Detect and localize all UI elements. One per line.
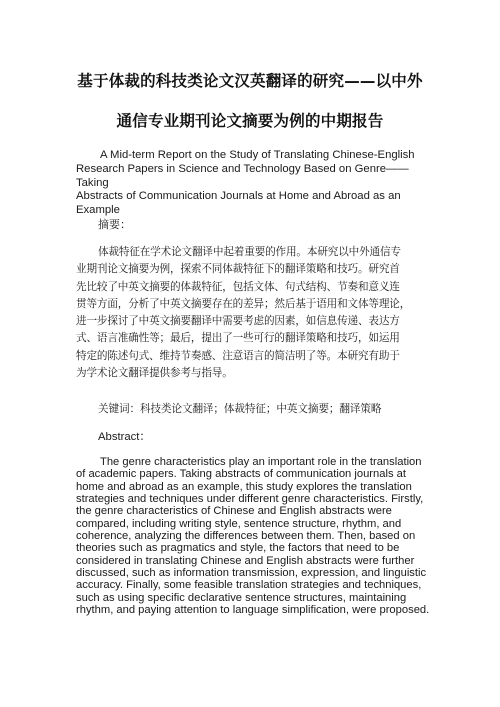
chinese-abstract-line: 式、语言准确性等；最后，提出了一些可行的翻译策略和技巧，如运用 <box>76 332 400 345</box>
english-abstract-line: the genre characteristics of Chinese and English abstracts were <box>76 505 392 518</box>
english-abstract-line: coherence, analyzing the differences between them. Then, based on <box>76 530 416 543</box>
english-abstract-line: theories such as pragmatics and style, the factors that need to be <box>76 542 400 555</box>
document-title-line-1: 基于体裁的科技类论文汉英翻译的研究——以中外 <box>77 72 423 90</box>
english-abstract-label: Abstract： <box>98 431 151 443</box>
english-title-line: Research Papers in Science and Technology Based on Genre——Taking <box>76 162 409 189</box>
english-abstract-line: strategies and techniques under different genre characteristics. Firstly, <box>76 493 424 506</box>
english-title <box>76 149 436 218</box>
chinese-abstract-label: 摘要： <box>98 218 131 231</box>
english-abstract-line: accuracy. Finally, some feasible translation strategies and techniques, <box>76 579 422 592</box>
document-title-line-2: 通信专业期刊论文摘要为例的中期报告 <box>116 112 384 130</box>
chinese-keywords: 关键词：科技类论文翻译；体裁特征；中英文摘要；翻译策略 <box>98 403 382 415</box>
english-abstract-line: The genre characteristics play an important role in the translation <box>100 456 422 468</box>
chinese-abstract-line: 为学术论文翻译提供参考与指导。 <box>76 367 233 380</box>
english-abstract-line: considered in translating Chinese and English abstracts were further <box>76 554 415 567</box>
chinese-abstract-line: 先比较了中英文摘要的体裁特征，包括文体、句式结构、节奏和意义连 <box>76 280 400 293</box>
english-abstract-line: home and abroad as an example, this study explores the translation <box>76 480 412 493</box>
english-abstract-body <box>76 456 436 616</box>
english-abstract-line: of academic papers. Taking abstracts of communication journals at <box>76 468 406 481</box>
chinese-abstract-line: 体裁特征在学术论文翻译中起着重要的作用。本研究以中外通信专 <box>98 246 401 258</box>
chinese-abstract-line: 贯等方面，分析了中英文摘要存在的差异；然后基于语用和文体等理论， <box>76 297 411 310</box>
english-abstract-line: such as using specific declarative sentence structures, maintaining <box>76 591 407 604</box>
chinese-abstract-line: 特定的陈述句式、维持节奏感、注意语言的简洁明了等。本研究有助于 <box>76 349 400 362</box>
english-title-line: Example <box>76 204 120 217</box>
english-abstract-line: rhythm, and paying attention to language simplification, were proposed. <box>76 604 430 617</box>
chinese-abstract-body <box>76 244 436 382</box>
english-abstract-line: compared, including writing style, sentence structure, rhythm, and <box>76 517 402 530</box>
english-title-line: A Mid-term Report on the Study of Translating Chinese-English <box>100 149 415 161</box>
english-title-line: Abstracts of Communication Journals at Home and Abroad as an <box>76 190 401 203</box>
english-abstract-line: discussed, such as information transmission, expression, and linguistic <box>76 567 427 580</box>
chinese-abstract-line: 业期刊论文摘要为例，探索不同体裁特征下的翻译策略和技巧。研究首 <box>76 263 400 276</box>
chinese-abstract-line: 进一步探讨了中英文摘要翻译中需要考虑的因素，如信息传递、表达方 <box>76 315 400 328</box>
